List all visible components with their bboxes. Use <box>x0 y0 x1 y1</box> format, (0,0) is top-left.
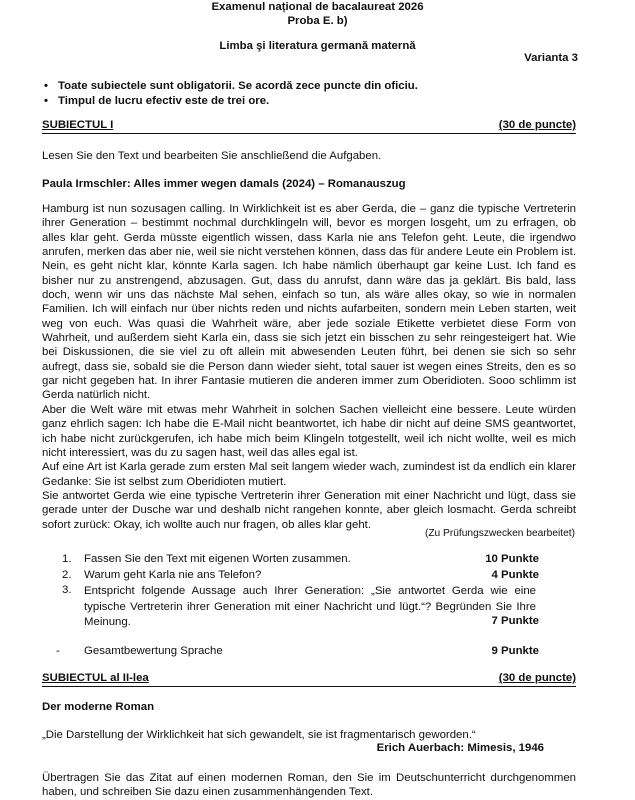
question-item: 2. Warum geht Karla nie ans Telefon? 4 Punkte <box>62 568 539 581</box>
excerpt-paragraph: Aber die Welt wäre mit etwas mehr Wahrheit in solchen Sachen vielleicht eine bessere. Leute würden ganz ehrlich sagen: Ich habe die E-Mail nicht beantwortet, ich habe dir nicht auf deine SMS geantwortet, ich habe nicht zurückgerufen, ich habe mich beim Klingeln totgestellt, weil ich nicht wollte, weil es mich nicht interessiert, was du zu sagen hast, weil das alles egal ist. <box>42 403 576 459</box>
task-intro: Lesen Sie den Text und bearbeiten Sie anschließend die Aufgaben. <box>42 150 382 162</box>
exam-title: Examenul național de bacalaureat 2026 <box>211 1 424 13</box>
proba-label: Proba E. b) <box>287 15 348 27</box>
section-header-1 <box>42 119 576 134</box>
overall-rating: - Gesamtbewertung Sprache 9 Punkte <box>56 645 539 657</box>
question-item: 1. Fassen Sie den Text mit eigenen Worten zusammen. 10 Punkte <box>62 553 539 565</box>
bullet-icon: • <box>44 95 48 107</box>
instruction-item: • Toate subiectele sunt obligatorii. Se acordă zece puncte din oficiu. <box>44 80 418 92</box>
subject-title: Limba şi literatura germană maternă <box>219 40 416 52</box>
excerpt-paragraph: Auf eine Art ist Karla gerade zum ersten Mal seit langem wieder wach, zumindest ist da endlich ein klarer Gedanke: Sie ist selbst zum Oberidioten mutiert. <box>42 461 576 488</box>
question-list <box>62 553 577 630</box>
instruction-item: • Timpul de lucru efectiv este de trei ore. <box>44 95 270 107</box>
text-source: Paula Irmschler: Alles immer wegen damals (2024) – Romanauszug <box>42 178 406 190</box>
varianta-label: Varianta 3 <box>524 52 578 64</box>
editing-note: (Zu Prüfungszwecken bearbeitet) <box>424 528 575 539</box>
excerpt-paragraph: Hamburg ist nun sozusagen calling. In Wirklichkeit ist es aber Gerda, die – ganz die typische Vertreterin ihrer Generation – bestimmt nochmal durchklingeln will, bevor es morgen losgeht, um zu erfragen, ob alles klar geht. Gerda müsste eigentlich wissen, dass Karla nie ans Telefon geht. Leute, die irgendwo anrufen, merken das aber nie, weil sie nicht verstehen können, dass das für andere Leute ein Problem ist. Nein, es geht nicht klar, könnte Karla sagen. Ich habe nämlich überhaupt gar keine Lust. Ich fand es bisher nur zu anstrengend, abzusagen. Gut, dass du anrufst, dann wäre das ja geklärt. Bis bald, lass doch, wenn wir uns das nächste Mal sehen, einfach so tun, als wäre alles okay, so wie in normalen Familien. Ich will einfach nur über nichts reden und nichts aufarbeiten, sondern mein Leben starten, weit weg von euch. Was quasi die Wahrheit wäre, aber jede soziale Etikette verbietet diese Form von Wahrheit, und außerdem sieht Karla ein, dass sie sich jetzt ein bisschen zu sehr reingesteigert hat. Wie bei Diskussionen, die sie viel zu oft allein mit abwesenden Leuten führt, bei denen sie sich so sehr aufregt, dass sie, sobald sie die Person dann wieder sieht, total sauer ist wegen eines Streits, den es so gar nicht gegeben hat. In ihrer Fantasie mutieren die anderen immer zum Oberidioten. Sooo schlimm ist Gerda natürlich nicht. <box>42 203 576 402</box>
section-points: (30 de puncte) <box>498 119 576 131</box>
question-item: 3. Entspricht folgende Aussage auch Ihrer Generation: „Sie antwortet Gerda wie eine typische Vertreterin ihrer Generation mit einer Nachricht und lügt.“? Begründen Sie Ihre Meinung. 7 Punkte <box>62 584 539 628</box>
section-title: SUBIECTUL I <box>42 119 114 131</box>
novel-excerpt <box>42 202 576 532</box>
quote-attribution: Erich Auerbach: Mimesis, 1946 <box>376 742 544 754</box>
task-text: Übertragen Sie das Zitat auf einen modernen Roman, den Sie im Deutschunterricht durchgenommen haben, und schreiben Sie dazu einen zusammenhängenden Text. <box>42 772 576 799</box>
excerpt-paragraph: Sie antwortet Gerda wie eine typische Vertreterin ihrer Generation mit einer Nachricht und lügt, dass sie gerade unter der Dusche war und deshalb nicht rangehen konnte, aber gleich losmacht. Gerda schreibt sofort zurück: Okay, ich wollte auch nur fragen, ob alles klar geht. <box>42 489 576 531</box>
section-header-2 <box>42 672 576 687</box>
quote-text: „Die Darstellung der Wirklichkeit hat sich gewandelt, sie ist fragmentarisch geworden.“ <box>42 729 476 741</box>
section-points: (30 de puncte) <box>498 672 576 684</box>
section-heading: Der moderne Roman <box>42 701 155 713</box>
bullet-icon: • <box>44 80 48 92</box>
section-title: SUBIECTUL al II-lea <box>42 672 149 684</box>
